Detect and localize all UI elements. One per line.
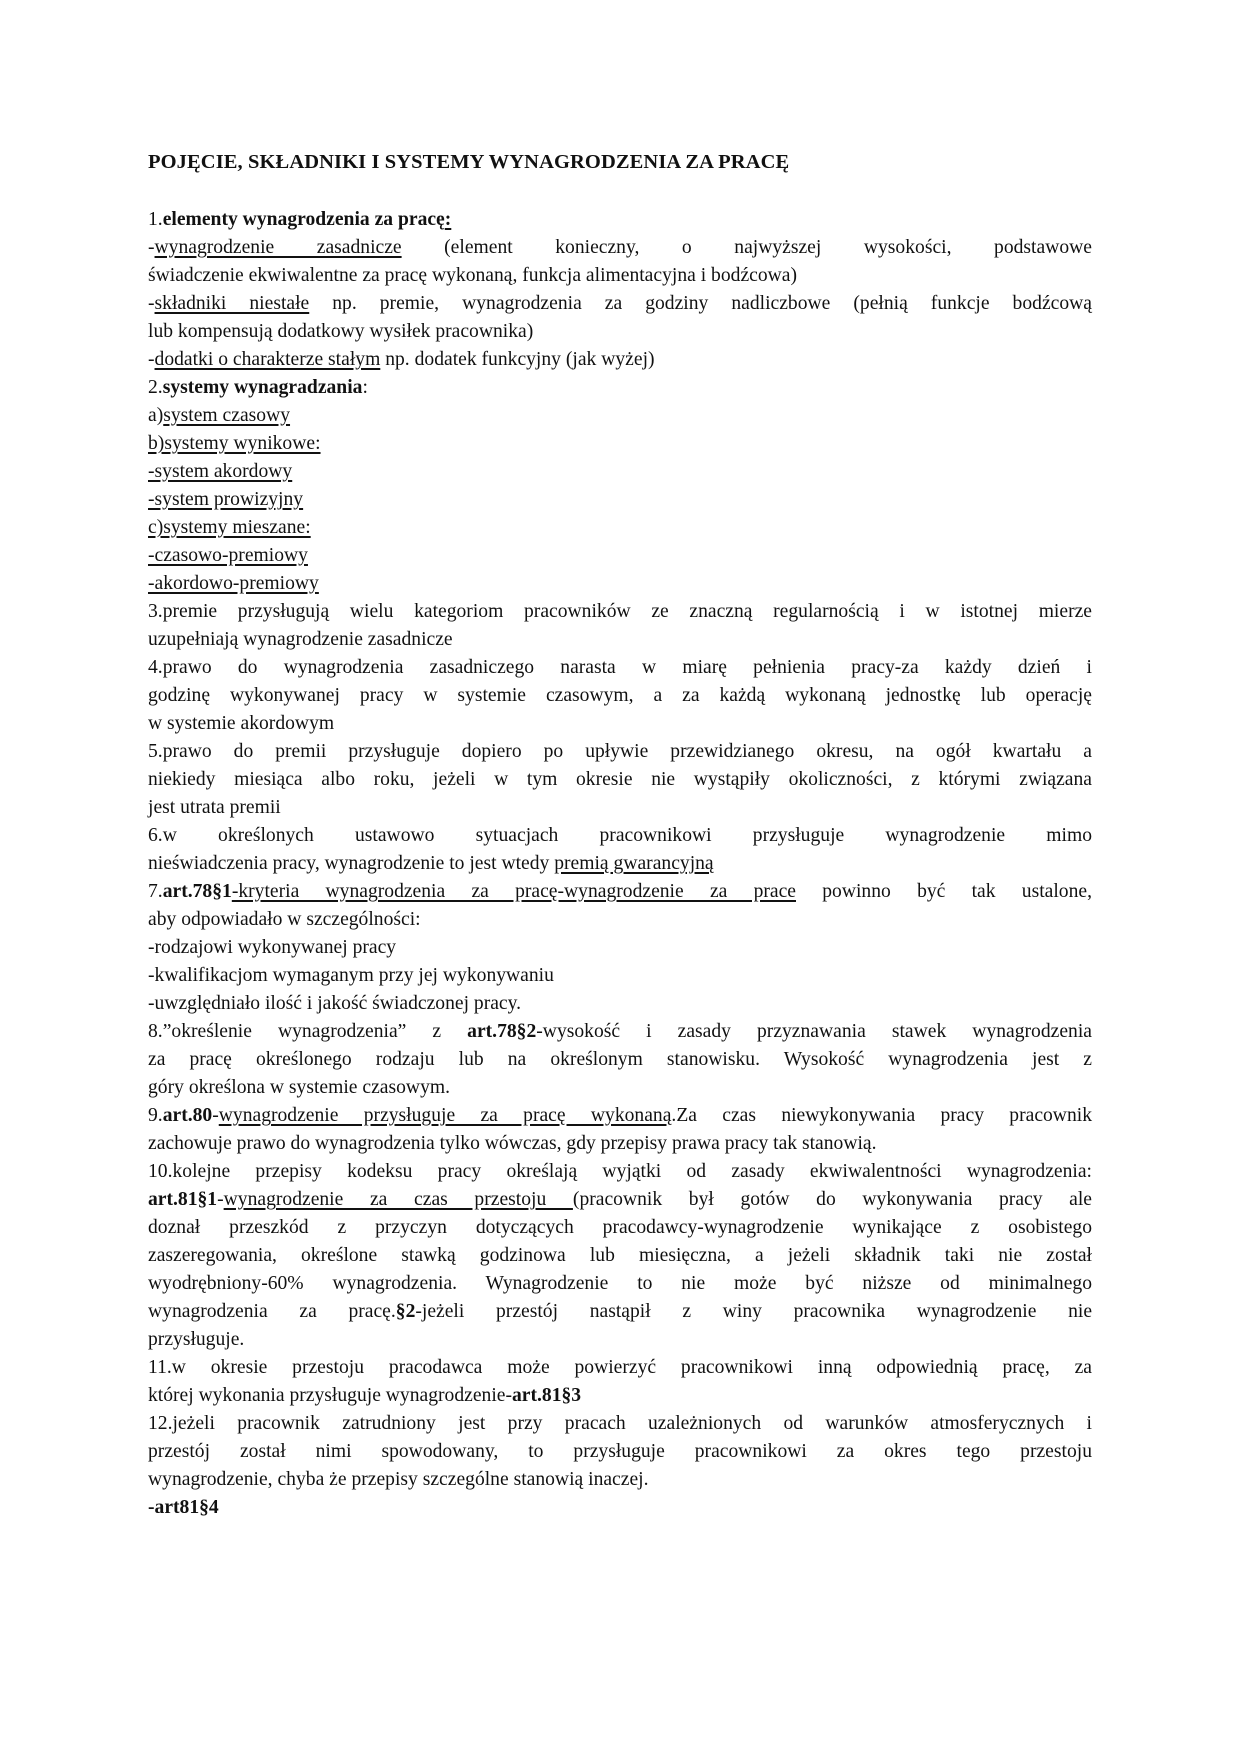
article-ref: -art81§4 bbox=[148, 1497, 219, 1518]
term-underlined: premią gwarancyjną bbox=[554, 853, 714, 874]
spacer bbox=[148, 176, 1092, 206]
system-name: system czasowy bbox=[163, 405, 291, 426]
section-number: 2. bbox=[148, 377, 163, 398]
section-10-line bbox=[148, 1186, 1092, 1214]
section-11-line bbox=[148, 1382, 1092, 1410]
system-subitem-czasowo-premiowy: -czasowo-premiowy bbox=[148, 545, 308, 566]
element-item-dodatki bbox=[148, 346, 1092, 374]
dash: - bbox=[148, 237, 155, 258]
section-1-heading bbox=[148, 206, 1092, 234]
term-underlined: wynagrodzenie przysługuje za pracę wykonaną bbox=[218, 1105, 672, 1126]
system-subitem-prowizyjny: -system prowizyjny bbox=[148, 489, 304, 510]
section-10-line: zaszeregowania, określone stawką godzinowa lub miesięczna, a jeżeli składnik taki nie został bbox=[148, 1245, 1092, 1266]
section-12-line: 12.jeżeli pracownik zatrudniony jest przy pracach uzależnionych od warunków atmosferycznych i bbox=[148, 1413, 1092, 1434]
article-ref: art.78§2 bbox=[467, 1021, 537, 1042]
criteria-item: -rodzajowi wykonywanej pracy bbox=[148, 937, 397, 958]
term-underlined: wynagrodzenie zasadnicze bbox=[154, 237, 402, 258]
item-text-continued: lub kompensują dodatkowy wysiłek pracownika) bbox=[148, 321, 534, 342]
article-ref: art.81§3 bbox=[512, 1385, 582, 1406]
article-ref: art.81§1 bbox=[148, 1189, 218, 1210]
section-8-line bbox=[148, 1018, 1092, 1046]
text: .Za czas niewykonywania pracy pracownik bbox=[671, 1105, 1092, 1126]
element-item-skladniki-niestale bbox=[148, 290, 1092, 318]
system-subitem-akordowo-premiowy: -akordowo-premiowy bbox=[148, 573, 319, 594]
section-6-line: 6.w określonych ustawowo sytuacjach pracownikowi przysługuje wynagrodzenie mimo bbox=[148, 825, 1092, 846]
paragraph-ref: §2 bbox=[395, 1301, 416, 1322]
dash: - bbox=[148, 293, 155, 314]
text: 8.”określenie wynagrodzenia” z bbox=[148, 1021, 468, 1042]
section-heading: elementy wynagrodzenia za pracę bbox=[162, 209, 445, 230]
element-item-wynagrodzenie-zasadnicze bbox=[148, 234, 1092, 262]
section-7-line bbox=[148, 878, 1092, 906]
criteria-item: -uwzględniało ilość i jakość świadczonej pracy. bbox=[148, 993, 522, 1014]
section-number: 1. bbox=[148, 209, 163, 230]
text: (pracownik był gotów do wykonywania pracy ale bbox=[572, 1189, 1093, 1210]
text: której wykonania przysługuje wynagrodzenie- bbox=[148, 1385, 512, 1406]
dash: - bbox=[148, 349, 155, 370]
section-2-heading bbox=[148, 374, 1092, 402]
section-5-line: jest utrata premii bbox=[148, 797, 281, 818]
item-text: (element konieczny, o najwyższej wysokości, podstawowe bbox=[401, 237, 1092, 258]
text: powinno być tak ustalone, bbox=[796, 881, 1092, 902]
section-4-line: godzinę wykonywanej pracy w systemie czasowym, a za każdą wykonaną jednostkę lub operację bbox=[148, 685, 1092, 706]
section-11-line: 11.w okresie przestoju pracodawca może powierzyć pracownikowi inną odpowiednią pracę, za bbox=[148, 1357, 1092, 1378]
item-text-continued: świadczenie ekwiwalentne za pracę wykonaną, funkcja alimentacyjna i bodźcowa) bbox=[148, 265, 798, 286]
section-4-line: 4.prawo do wynagrodzenia zasadniczego narasta w miarę pełnienia pracy-za każdy dzień i bbox=[148, 657, 1092, 678]
term-underlined: wynagrodzenie za czas przestoju bbox=[223, 1189, 573, 1210]
dash: - bbox=[212, 1105, 219, 1126]
system-item-c: c)systemy mieszane: bbox=[148, 517, 311, 538]
section-10-line: wyodrębniony-60% wynagrodzenia. Wynagrodzenie to nie może być niższe od minimalnego bbox=[148, 1273, 1092, 1294]
term-underlined: -kryteria wynagrodzenia za pracę-wynagrodzenie za prace bbox=[231, 881, 796, 902]
system-subitem-akordowy: -system akordowy bbox=[148, 461, 293, 482]
section-10-line: 10.kolejne przepisy kodeksu pracy określają wyjątki od zasady ekwiwalentności wynagrodzenia: bbox=[148, 1161, 1092, 1182]
list-marker: a) bbox=[148, 405, 164, 426]
section-9-line: zachowuje prawo do wynagrodzenia tylko wówczas, gdy przepisy prawa pracy tak stanowią. bbox=[148, 1133, 877, 1154]
section-5-line: 5.prawo do premii przysługuje dopiero po upływie przewidzianego okresu, na ogół kwartału a bbox=[148, 741, 1092, 762]
text: wynagrodzenia za pracę. bbox=[148, 1301, 396, 1322]
text: nieświadczenia pracy, wynagrodzenie to jest wtedy bbox=[148, 853, 555, 874]
dash: - bbox=[217, 1189, 224, 1210]
document-page bbox=[148, 140, 1092, 1522]
section-5-line: niekiedy miesiąca albo roku, jeżeli w tym okresie nie wystąpiły okoliczności, z którymi związana bbox=[148, 769, 1092, 790]
section-number: 7. bbox=[148, 881, 163, 902]
section-9-line bbox=[148, 1102, 1092, 1130]
criteria-item: -kwalifikacjom wymaganym przy jej wykonywaniu bbox=[148, 965, 554, 986]
section-4-line: w systemie akordowym bbox=[148, 713, 335, 734]
item-text: np. dodatek funkcyjny (jak wyżej) bbox=[380, 349, 655, 370]
section-number: 9. bbox=[148, 1105, 163, 1126]
section-7-line: aby odpowiadało w szczególności: bbox=[148, 909, 421, 930]
section-12-line: przestój został nimi spowodowany, to przysługuje pracownikowi za okres tego przestoju bbox=[148, 1441, 1092, 1462]
system-item-a bbox=[148, 402, 1092, 430]
section-12-line: wynagrodzenie, chyba że przepisy szczególne stanowią inaczej. bbox=[148, 1469, 649, 1490]
system-item-b: b)systemy wynikowe: bbox=[148, 433, 321, 454]
term-underlined: dodatki o charakterze stałym bbox=[154, 349, 381, 370]
item-text: np. premie, wynagrodzenia za godziny nadliczbowe (pełnią funkcje bodźcową bbox=[309, 293, 1092, 314]
text: -wysokość i zasady przyznawania stawek wynagrodzenia bbox=[536, 1021, 1092, 1042]
section-6-line bbox=[148, 850, 1092, 878]
document-title: POJĘCIE, SKŁADNIKI I SYSTEMY WYNAGRODZENIA ZA PRACĘ bbox=[148, 151, 790, 173]
text: -jeżeli przestój nastąpił z winy pracownika wynagrodzenie nie bbox=[415, 1301, 1093, 1322]
section-10-line bbox=[148, 1298, 1092, 1326]
article-ref: art.78§1 bbox=[162, 881, 232, 902]
term-underlined: składniki niestałe bbox=[154, 293, 310, 314]
section-8-line: za pracę określonego rodzaju lub na określonym stanowisku. Wysokość wynagrodzenia jest z bbox=[148, 1049, 1092, 1070]
heading-colon: : bbox=[362, 377, 368, 398]
section-3-line: 3.premie przysługują wielu kategoriom pracowników ze znaczną regularnością i w istotnej mierze bbox=[148, 601, 1092, 622]
article-ref: art.80 bbox=[162, 1105, 213, 1126]
section-8-line: góry określona w systemie czasowym. bbox=[148, 1077, 451, 1098]
section-heading: systemy wynagradzania bbox=[162, 377, 363, 398]
section-10-line: przysługuje. bbox=[148, 1329, 245, 1350]
section-10-line: doznał przeszkód z przyczyn dotyczących pracodawcy-wynagrodzenie wynikające z osobistego bbox=[148, 1217, 1092, 1238]
heading-colon: : bbox=[444, 209, 452, 230]
section-3-line: uzupełniają wynagrodzenie zasadnicze bbox=[148, 629, 453, 650]
